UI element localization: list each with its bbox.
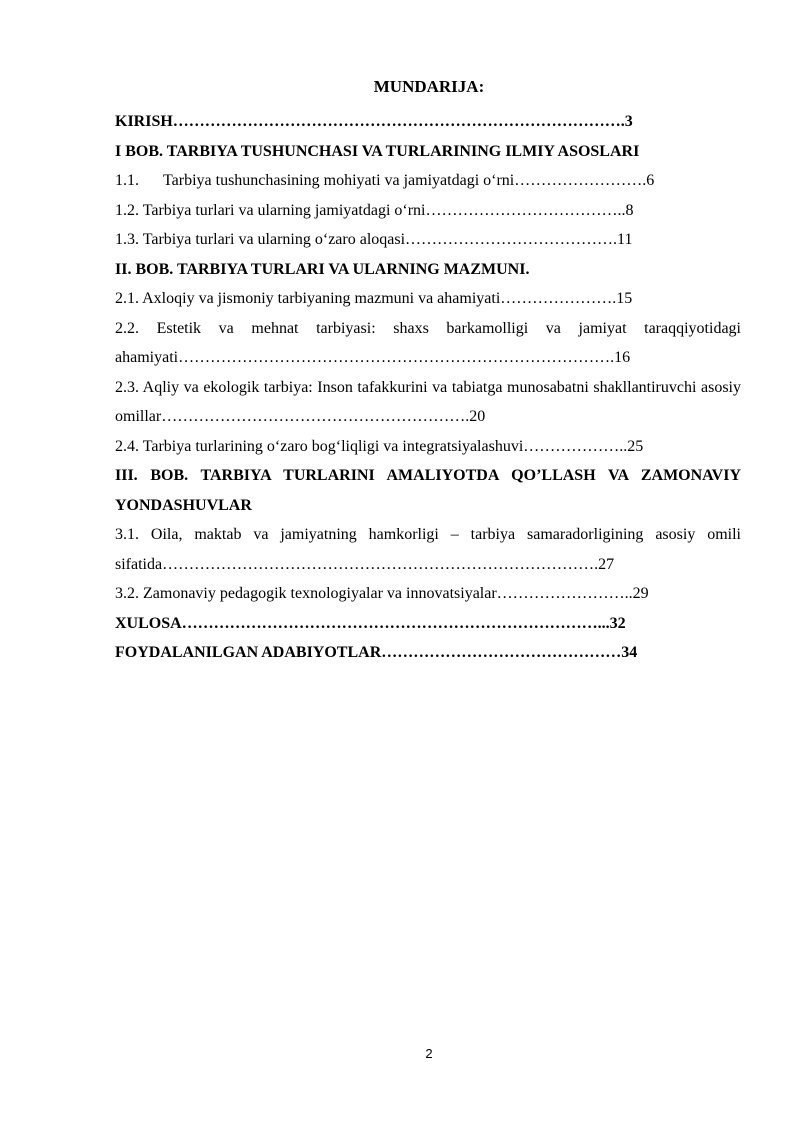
toc-entry-kirish[interactable]: KIRISH………………………………………………………………………….3 [115,113,633,130]
toc-entry-label: Tarbiya tushunchasining mohiyati va jamiyatdagi o‘rni…………………….6 [163,172,655,189]
toc-entry-2-3[interactable]: 2.3. Aqliy va ekologik tarbiya: Inson tafakkurini va tabiatga munosabatni shakllantiruvchi asosiy omillar………………………………………………….20 [115,378,741,425]
toc-entry-bibliography[interactable]: FOYDALANILGAN ADABIYOTLAR………………………………………34 [115,644,638,661]
table-of-contents [115,107,741,668]
toc-entry-2-2[interactable]: 2.2. Estetik va mehnat tarbiyasi: shaxs barkamolligi va jamiyat taraqqiyotidagi ahamiyati……………………………………………………………………….16 [115,319,741,366]
toc-entry-3-1[interactable]: 3.1. Oila, maktab va jamiyatning hamkorligi – tarbiya samaradorligining asosiy omili sifatida……………………………………………………………………….27 [115,526,741,573]
toc-entry-2-4[interactable]: 2.4. Tarbiya turlarining o‘zaro bog‘liqligi va integratsiyalashuvi………………..25 [115,437,644,455]
toc-entry-2-1[interactable]: 2.1. Axloqiy va jismoniy tarbiyaning mazmuni va ahamiyati………………….15 [115,290,633,307]
page-number: 2 [425,1046,433,1061]
toc-entry-xulosa[interactable]: XULOSA……………………………………………………………………...32 [115,614,626,632]
toc-entry-3-2[interactable]: 3.2. Zamonaviy pedagogik texnologiyalar va innovatsiyalar……………………..29 [115,585,649,602]
toc-entry-chapter-1[interactable]: I BOB. TARBIYA TUSHUNCHASI VA TURLARINING ILMIY ASOSLARI [115,142,640,160]
toc-entry-1-2[interactable]: 1.2. Tarbiya turlari va ularning jamiyatdagi o‘rni………………………………..8 [115,201,634,219]
toc-entry-number: 1.1. [115,172,139,189]
toc-title: MUNDARIJA: [373,77,485,96]
toc-entry-1-1[interactable] [115,166,741,196]
toc-entry-1-3[interactable]: 1.3. Tarbiya turlari va ularning o‘zaro aloqasi………………………………….11 [115,231,633,248]
toc-entry-chapter-2[interactable]: II. BOB. TARBIYA TURLARI VA ULARNING MAZMUNI. [115,260,530,278]
toc-entry-chapter-3[interactable]: III. BOB. TARBIYA TURLARINI AMALIYOTDA QO’LLASH VA ZAMONAVIY YONDASHUVLAR [115,467,741,514]
